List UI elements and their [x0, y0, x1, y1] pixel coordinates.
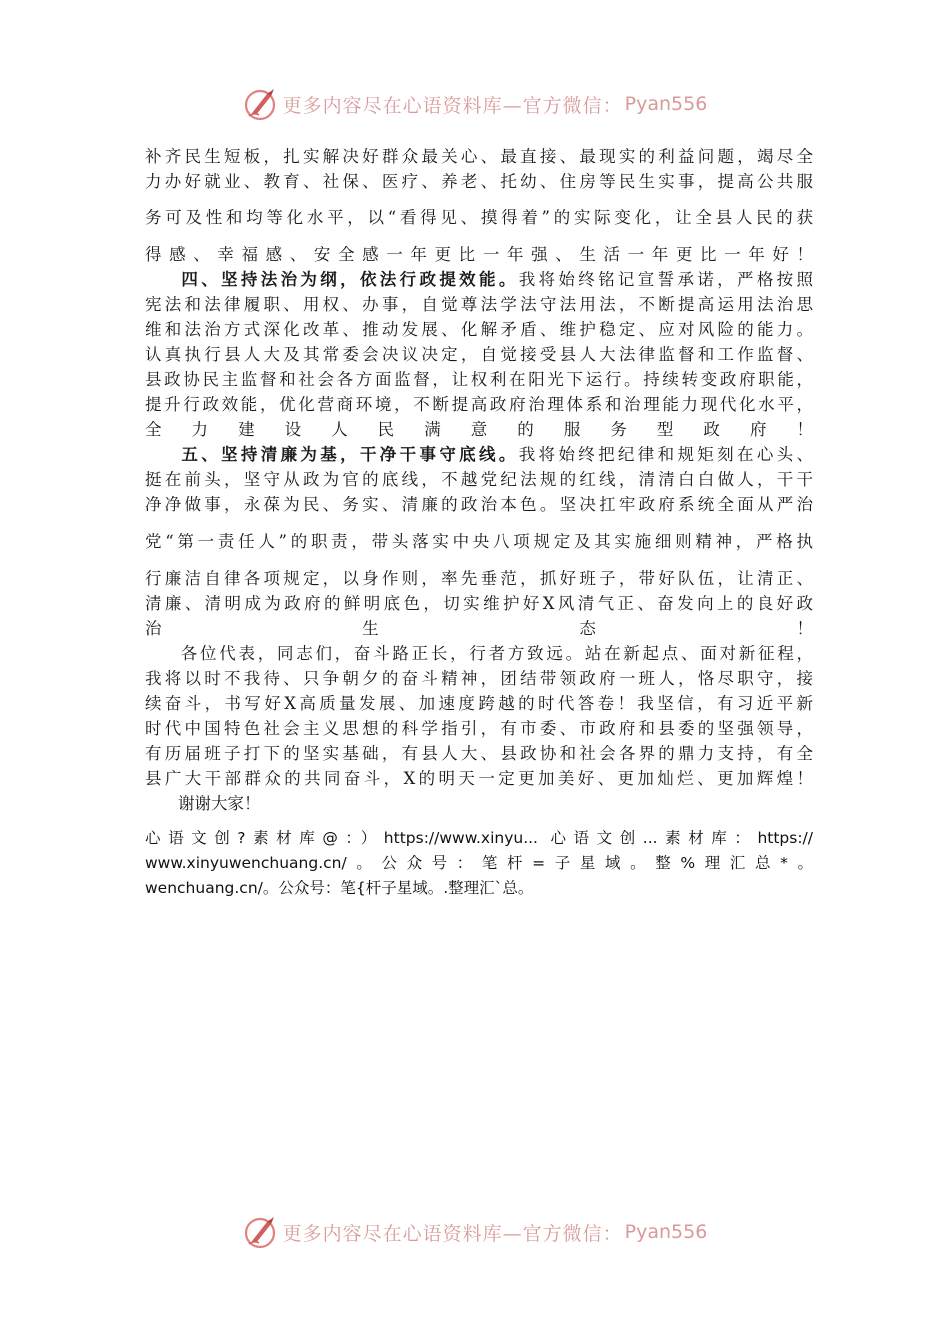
paragraph-integrity: 五、坚持清廉为基，干净干事守底线。我将始终把纪律和规矩刻在心头、 挺在前头，坚守从政为官的底线，不越党纪法规的红线，清清白白做人，干干 净净做事，永葆为民、务实、清廉的政治本色。坚决扛牢政府系统全面从严治 党“第一责任人”的职责，带头落实中央八项规定及其实施细则精神，严格执 行廉洁自律各项规定，以身作则，率先垂范，抓好班子，带好队伍，让清正、 清廉、清明成为政府的鲜明底色，切实维护好X风清气正、奋发向上的良好政 治生态！: [145, 445, 813, 638]
paragraph-thanks: 谢谢大家！: [178, 794, 261, 813]
paragraph-livelihood: 补齐民生短板，扎实解决好群众最关心、最直接、最现实的利益问题，竭尽全 力办好就业、教育、社保、医疗、养老、托幼、住房等民生实事，提高公共服 务可及性和均等化水平，以“看得见、摸得着”的实际变化，让全县人民的获 得感、幸福感、安全感一年更比一年强、生活一年更比一年好！: [145, 147, 813, 264]
watermark-footer: [0, 1214, 950, 1250]
quill-logo-icon: [243, 86, 279, 122]
watermark-wechat-id: Pyan556: [624, 1221, 708, 1243]
section-heading-4: 四、坚持法治为纲，依法行政提效能。: [178, 270, 519, 289]
watermark-wechat-id: Pyan556: [624, 93, 708, 115]
document-body: [145, 144, 813, 901]
source-note: 心语文创?素材库@：）https://www.xinyu... 心语文创...素材库：https:// www.xinyuwenchuang.cn/。公众号：笔杆=子星域。整%理汇总*。 wenchuang.cn/。公众号：笔{杆子星域。.整理汇`总。: [145, 829, 813, 897]
paragraph-rule-of-law: 四、坚持法治为纲，依法行政提效能。我将始终铭记宣誓承诺，严格按照 宪法和法律履职、用权、办事，自觉尊法学法守法用法，不断提高运用法治思 维和法治方式深化改革、推动发展、化解矛盾、维护稳定、应对风险的能力。 认真执行县人大及其常委会决议决定，自觉接受县人大法律监督和工作监督、 县政协民主监督和社会各方面监督，让权利在阳光下运行。持续转变政府职能， 提升行政效能，优化营商环境，不断提高政府治理体系和治理能力现代化水平， 全力建设人民满意的服务型政府！: [145, 270, 813, 439]
paragraph-conclusion: 各位代表，同志们，奋斗路正长，行者方致远。站在新起点、面对新征程， 我将以时不我待、只争朝夕的奋斗精神，团结带领政府一班人，恪尽职守，接 续奋斗，书写好X高质量发展、加速度跨越的时代答卷！我坚信，有习近平新 时代中国特色社会主义思想的科学指引，有市委、市政府和县委的坚强领导， 有历届班子打下的坚实基础，有县人大、县政协和社会各界的鼎力支持，有全 县广大干部群众的共同奋斗，X的明天一定更加美好、更加灿烂、更加辉煌！: [145, 644, 813, 788]
watermark-header: [0, 86, 950, 122]
watermark-text: 更多内容尽在心语资料库—官方微信：: [282, 1222, 623, 1245]
section-heading-5: 五、坚持清廉为基，干净干事守底线。: [178, 445, 519, 464]
watermark-text: 更多内容尽在心语资料库—官方微信：: [282, 94, 623, 117]
quill-logo-icon: [243, 1214, 279, 1250]
